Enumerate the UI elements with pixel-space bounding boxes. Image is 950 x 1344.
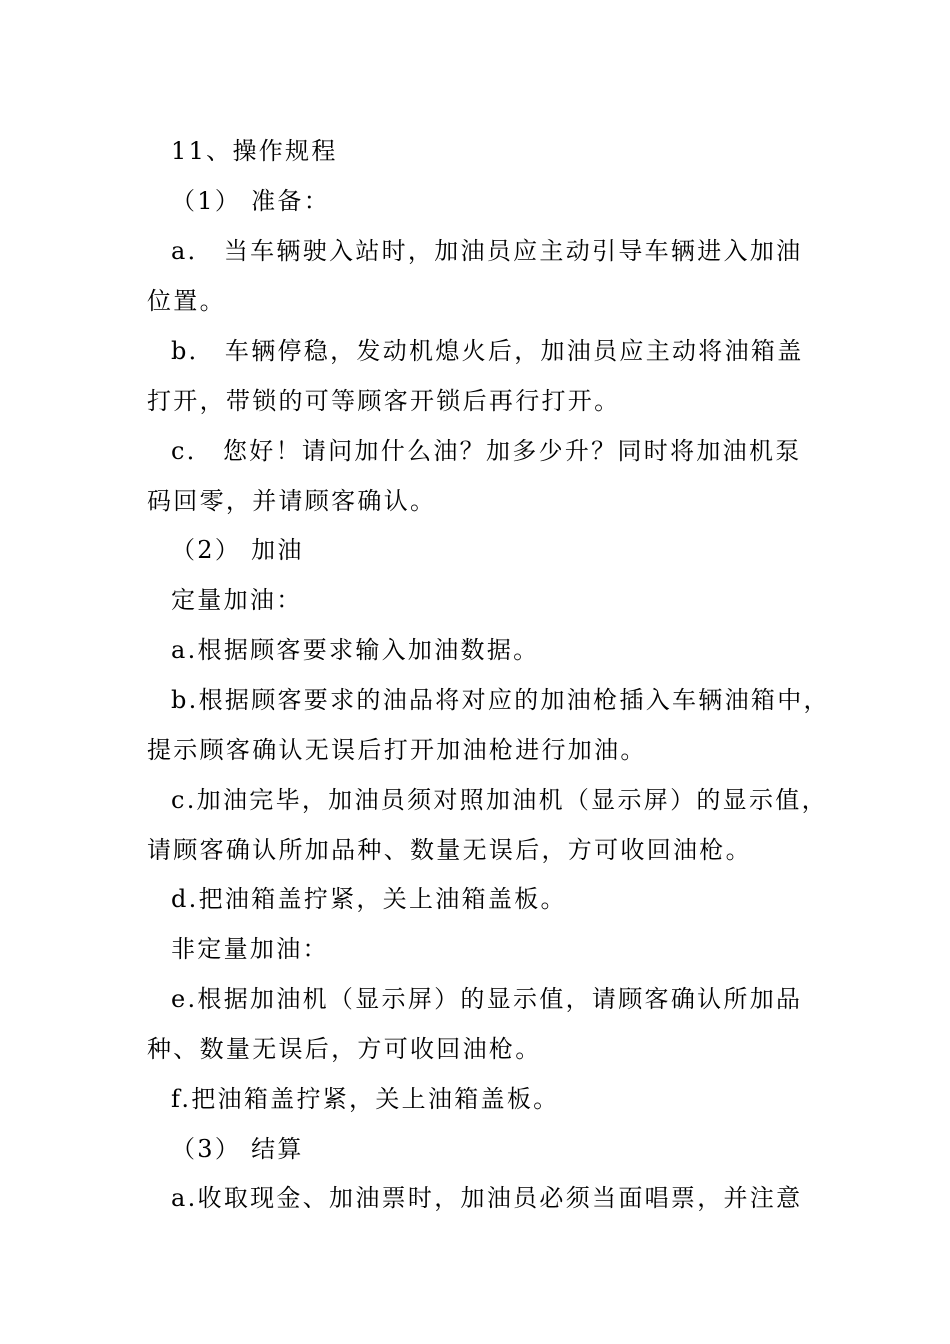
subsection-heading: （2） 加油 <box>171 536 304 564</box>
paragraph-line: b． 车辆停稳，发动机熄火后，加油员应主动将油箱盖 <box>171 337 804 365</box>
subsection-heading: （3） 结算 <box>171 1135 304 1163</box>
paragraph-line: 位置。 <box>147 287 226 315</box>
paragraph-line: 码回零，并请顾客确认。 <box>147 487 437 515</box>
paragraph-line: b.根据顾客要求的油品将对应的加油枪插入车辆油箱中， <box>171 686 830 714</box>
subsection-heading: （1） 准备： <box>171 187 330 215</box>
subheading: 定量加油： <box>171 586 303 614</box>
paragraph-line: c.加油完毕，加油员须对照加油机（显示屏）的显示值， <box>171 786 828 814</box>
paragraph-line: a.根据顾客要求输入加油数据。 <box>171 636 540 664</box>
paragraph-line: 请顾客确认所加品种、数量无误后，方可收回油枪。 <box>147 836 752 864</box>
subheading: 非定量加油： <box>171 935 329 963</box>
paragraph-line: a． 当车辆驶入站时，加油员应主动引导车辆进入加油 <box>171 237 803 265</box>
paragraph-line: 提示顾客确认无误后打开加油枪进行加油。 <box>147 736 647 764</box>
paragraph-line: 打开，带锁的可等顾客开锁后再行打开。 <box>147 387 621 415</box>
paragraph-line: c． 您好！请问加什么油？加多少升？同时将加油机泵 <box>171 437 802 465</box>
paragraph-line: d.把油箱盖拧紧，关上油箱盖板。 <box>171 885 567 913</box>
paragraph-line: 种、数量无误后，方可收回油枪。 <box>147 1035 542 1063</box>
section-heading: 11、操作规程 <box>171 137 338 165</box>
paragraph-line: a.收取现金、加油票时，加油员必须当面唱票，并注意 <box>171 1184 803 1212</box>
paragraph-line: e.根据加油机（显示屏）的显示值，请顾客确认所加品 <box>171 985 803 1013</box>
paragraph-line: f.把油箱盖拧紧，关上油箱盖板。 <box>171 1085 560 1113</box>
